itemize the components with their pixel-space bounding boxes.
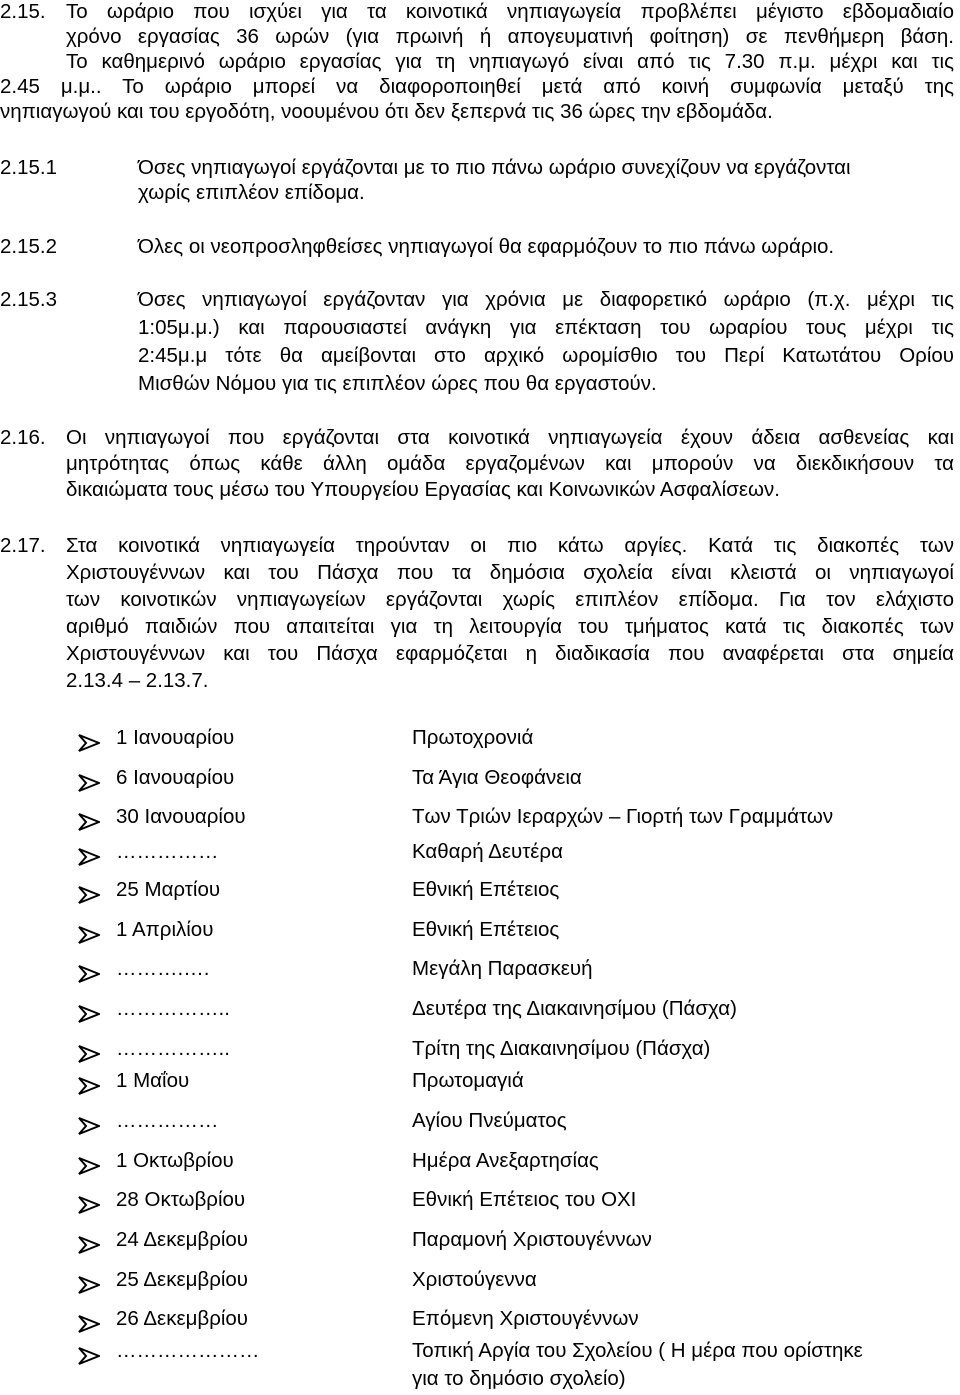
paragraph-line: δικαιώματα τους μέσω του Υπουργείου Εργασίας και Κοινωνικών Ασφαλίσεων. [66, 478, 780, 501]
holiday-date: 1 Ιανουαρίου [116, 726, 235, 749]
holiday-item [0, 957, 960, 987]
arrowhead-bullet-icon [78, 926, 100, 944]
holiday-name-continued: για το δημόσιο σχολείο) [412, 1367, 626, 1390]
paragraph-line: Χριστουγέννων και του Πάσχα εφαρμόζεται η διαδικασία που αναφέρεται στα σημεία [66, 642, 954, 665]
holiday-date: 30 Ιανουαρίου [116, 805, 246, 828]
section-number: 2.17. [0, 534, 46, 557]
arrowhead-bullet-icon [78, 1157, 100, 1175]
holiday-item [0, 997, 960, 1027]
arrowhead-bullet-icon [78, 1315, 100, 1333]
arrowhead-bullet-icon [78, 965, 100, 983]
holiday-item [0, 805, 960, 835]
holiday-date: ………………… [116, 1339, 260, 1362]
paragraph-line: χρόνο εργασίας 36 ωρών (για πρωινή ή απογευματινή φοίτηση) σε πενθήμερη βάση. [66, 25, 954, 48]
paragraph-line: Όσες νηπιαγωγοί εργάζονται με το πιο πάνω ωράριο συνεχίζουν να εργάζονται [138, 156, 851, 179]
holiday-date: 6 Ιανουαρίου [116, 766, 235, 789]
paragraph-line: Χριστουγέννων και του Πάσχα που τα δημόσια σχολεία είναι κλειστά οι νηπιαγωγοί [66, 561, 954, 584]
arrowhead-bullet-icon [78, 1196, 100, 1214]
holiday-item [0, 726, 960, 756]
section-number: 2.15.3 [0, 288, 57, 311]
section-number: 2.15. [0, 0, 46, 23]
arrowhead-bullet-icon [78, 1276, 100, 1294]
holiday-item [0, 1149, 960, 1179]
paragraph-line: Το καθημερινό ωράριο εργασίας για τη νηπιαγωγό είναι από τις 7.30 π.μ. μέχρι και τις [66, 50, 954, 73]
holiday-date: 25 Δεκεμβρίου [116, 1268, 249, 1291]
holiday-item [0, 1109, 960, 1139]
holiday-name: Ημέρα Ανεξαρτησίας [412, 1149, 599, 1172]
holiday-name: Πρωτοχρονιά [412, 726, 534, 749]
paragraph-line: 1:05μ.μ.) και παρουσιαστεί ανάγκη για επέκταση του ωραρίου τους μέχρι τις [138, 316, 954, 339]
paragraph-line: Μισθών Νόμου για τις επιπλέον ώρες που θα εργαστούν. [138, 372, 657, 395]
holiday-item [0, 1037, 960, 1067]
holiday-name: Των Τριών Ιεραρχών – Γιορτή των Γραμμάτων [412, 805, 834, 828]
holiday-name: Παραμονή Χριστουγέννων [412, 1228, 652, 1251]
holiday-item [0, 1228, 960, 1258]
holiday-name: Τοπική Αργία του Σχολείου ( Η μέρα που ορίστηκε [412, 1339, 863, 1362]
paragraph-line: μητρότητας όπως κάθε άλλη ομάδα εργαζομένων και μπορούν να διεκδικήσουν τα [66, 452, 954, 475]
arrowhead-bullet-icon [78, 774, 100, 792]
holiday-date: 1 Μαΐου [116, 1069, 190, 1092]
arrowhead-bullet-icon [78, 1077, 100, 1095]
holiday-name: Εθνική Επέτειος [412, 878, 560, 901]
holiday-name: Τα Άγια Θεοφάνεια [412, 766, 582, 789]
holiday-date: ……….…. [116, 957, 210, 980]
paragraph-line: χωρίς επιπλέον επίδομα. [138, 181, 365, 204]
paragraph-line: Όσες νηπιαγωγοί εργάζονταν για χρόνια με διαφορετικό ωράριο (π.χ. μέχρι τις [138, 288, 954, 311]
arrowhead-bullet-icon [78, 1005, 100, 1023]
holiday-date: …………… [116, 1109, 219, 1132]
holiday-item [0, 1339, 960, 1390]
holiday-item [0, 918, 960, 948]
holiday-name: Καθαρή Δευτέρα [412, 840, 563, 863]
paragraph-line: Στα κοινοτικά νηπιαγωγεία τηρούνταν οι πιο κάτω αργίες. Κατά τις διακοπές των [66, 534, 954, 557]
holiday-date: …………….. [116, 997, 230, 1020]
arrowhead-bullet-icon [78, 813, 100, 831]
holiday-name: Πρωτομαγιά [412, 1069, 524, 1092]
paragraph-line: 2:45μ.μ τότε θα αμείβονται στο αρχικό ωρομίσθιο του Περί Κατωτάτου Ορίου [138, 344, 954, 367]
holiday-name: Χριστούγεννα [412, 1268, 537, 1291]
holiday-name: Τρίτη της Διακαινησίμου (Πάσχα) [412, 1037, 711, 1060]
arrowhead-bullet-icon [78, 848, 100, 866]
paragraph-line: Οι νηπιαγωγοί που εργάζονται στα κοινοτικά νηπιαγωγεία έχουν άδεια ασθενείας και [66, 426, 954, 449]
holiday-date: …………….. [116, 1037, 230, 1060]
arrowhead-bullet-icon [78, 734, 100, 752]
holiday-name: Εθνική Επέτειος [412, 918, 560, 941]
holiday-name: Αγίου Πνεύματος [412, 1109, 567, 1132]
paragraph-line: αριθμό παιδιών που απαιτείται για τη λειτουργία του τμήματος κατά τις διακοπές των [66, 615, 954, 638]
paragraph-line: των κοινοτικών νηπιαγωγείων εργάζονται χωρίς επιπλέον επίδομα. Για τον ελάχιστο [66, 588, 954, 611]
holiday-item [0, 1307, 960, 1337]
holiday-date: 1 Οκτωβρίου [116, 1149, 234, 1172]
holiday-name: Επόμενη Χριστουγέννων [412, 1307, 639, 1330]
arrowhead-bullet-icon [78, 886, 100, 904]
holiday-item [0, 840, 960, 870]
holiday-date: 26 Δεκεμβρίου [116, 1307, 249, 1330]
holiday-item [0, 878, 960, 908]
holiday-date: 24 Δεκεμβρίου [116, 1228, 249, 1251]
arrowhead-bullet-icon [78, 1236, 100, 1254]
paragraph-line: νηπιαγωγού και του εργοδότη, νοουμένου ότι δεν ξεπερνά τις 36 ώρες την εβδομάδα. [0, 100, 773, 123]
section-number: 2.16. [0, 426, 46, 449]
paragraph-line: 2.13.4 – 2.13.7. [66, 669, 209, 692]
holiday-date: 1 Απριλίου [116, 918, 214, 941]
paragraph-line: Το ωράριο που ισχύει για τα κοινοτικά νηπιαγωγεία προβλέπει μέγιστο εβδομαδιαίο [66, 0, 954, 23]
arrowhead-bullet-icon [78, 1045, 100, 1063]
holiday-item [0, 1188, 960, 1218]
holiday-item [0, 766, 960, 796]
holiday-date: …………… [116, 840, 219, 863]
holiday-item [0, 1268, 960, 1298]
holiday-item [0, 1069, 960, 1099]
holiday-name: Μεγάλη Παρασκευή [412, 957, 593, 980]
holiday-date: 28 Οκτωβρίου [116, 1188, 246, 1211]
arrowhead-bullet-icon [78, 1347, 100, 1365]
paragraph-line: 2.45 μ.μ.. Το ωράριο μπορεί να διαφοροποιηθεί μετά από κοινή συμφωνία μεταξύ της [0, 75, 954, 98]
section-number: 2.15.1 [0, 156, 57, 179]
holiday-name: Δευτέρα της Διακαινησίμου (Πάσχα) [412, 997, 737, 1020]
holiday-name: Εθνική Επέτειος του ΟΧΙ [412, 1188, 637, 1211]
arrowhead-bullet-icon [78, 1117, 100, 1135]
section-number: 2.15.2 [0, 235, 57, 258]
holiday-date: 25 Μαρτίου [116, 878, 221, 901]
paragraph-line: Όλες οι νεοπροσληφθείσες νηπιαγωγοί θα εφαρμόζουν το πιο πάνω ωράριο. [138, 235, 835, 258]
